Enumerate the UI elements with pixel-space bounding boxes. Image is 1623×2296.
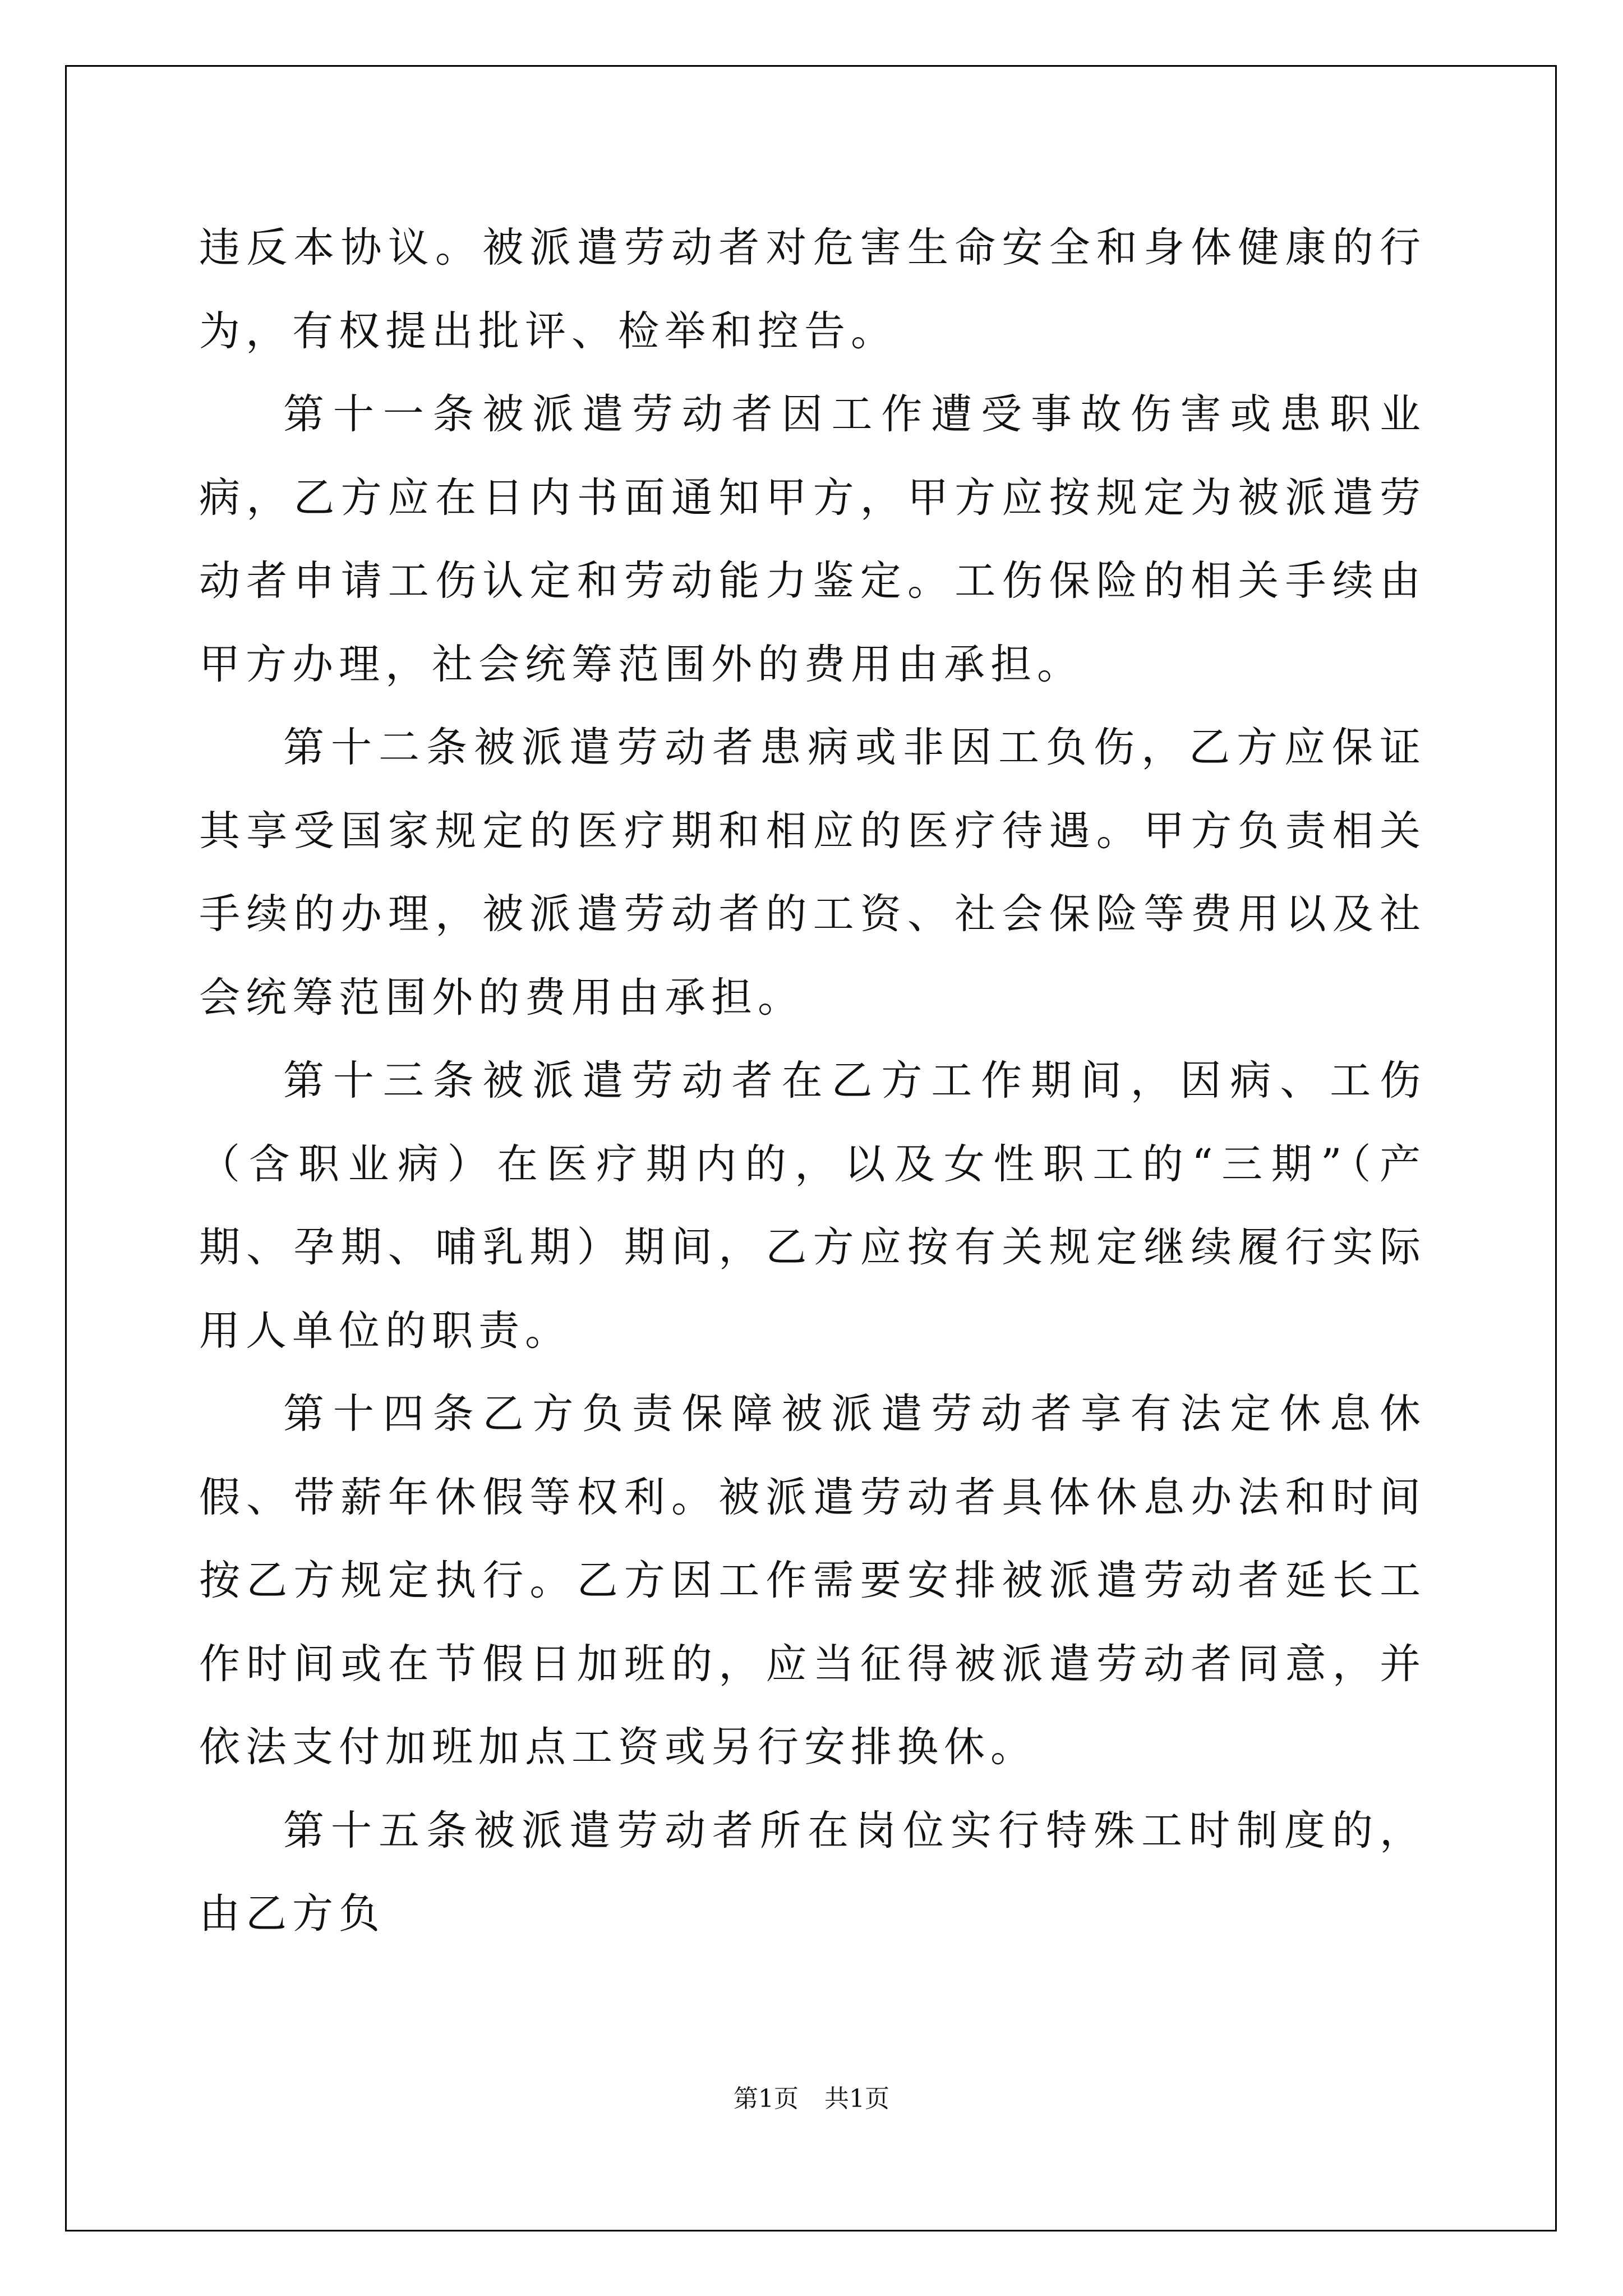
paragraph-article-12: 第十二条被派遣劳动者患病或非因工负伤，乙方应保证其享受国家规定的医疗期和相应的医疗待遇。甲方负责相关手续的办理，被派遣劳动者的工资、社会保险等费用以及社会统筹范围外的费用由承担。 xyxy=(199,724,1426,1022)
page-total: 共1页 xyxy=(824,2085,889,2113)
page-number: 第1页 xyxy=(734,2085,799,2113)
paragraph-article-14: 第十四条乙方负责保障被派遣劳动者享有法定休息休假、带薪年休假等权利。被派遣劳动者具体休息办法和时间按乙方规定执行。乙方因工作需要安排被派遣劳动者延长工作时间或在节假日加班的，应当征得被派遣劳动者同意，并依法支付加班加点工资或另行安排换休。 xyxy=(199,1390,1426,1771)
paragraph-continuation: 违反本协议。被派遣劳动者对危害生命安全和身体健康的行为，有权提出批评、检举和控告。 xyxy=(199,224,1426,355)
document-body xyxy=(199,206,1426,1956)
paragraph-article-13: 第十三条被派遣劳动者在乙方工作期间，因病、工伤（含职业病）在医疗期内的，以及女性职工的“三期”（产期、孕期、哺乳期）期间，乙方应按有关规定继续履行实际用人单位的职责。 xyxy=(199,1057,1426,1355)
paragraph-article-11: 第十一条被派遣劳动者因工作遭受事故伤害或患职业病，乙方应在日内书面通知甲方，甲方应按规定为被派遣劳动者申请工伤认定和劳动能力鉴定。工伤保险的相关手续由甲方办理，社会统筹范围外的费用由承担。 xyxy=(199,390,1426,688)
paragraph-article-15: 第十五条被派遣劳动者所在岗位实行特殊工时制度的，由乙方负 xyxy=(199,1806,1426,1938)
page-footer xyxy=(0,2082,1623,2116)
